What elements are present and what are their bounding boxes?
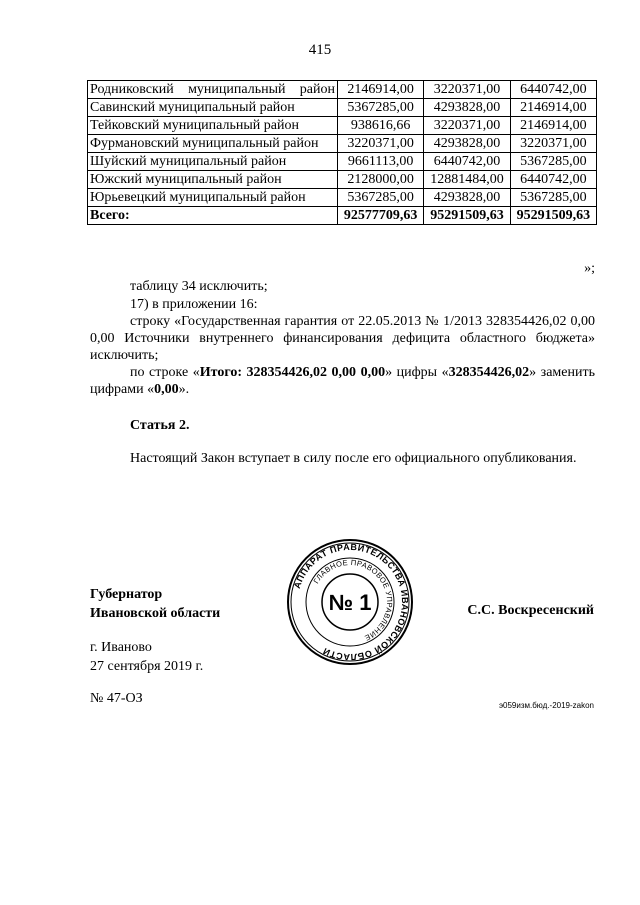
table-row xyxy=(88,135,597,153)
table-row xyxy=(88,117,597,135)
stamp-inner-text-path: ГЛАВНОЕ ПРАВОВОЕ УПРАВЛЕНИЕ xyxy=(311,557,395,643)
value-cell: 5367285,00 xyxy=(338,189,424,207)
total-value: 95291509,63 xyxy=(424,207,510,225)
district-name-text: Фурмановский муниципальный район xyxy=(90,136,319,151)
district-name xyxy=(88,135,338,153)
official-stamp xyxy=(286,538,414,666)
total-value: 92577709,63 xyxy=(338,207,424,225)
place-and-date xyxy=(90,638,203,676)
value-cell: 5367285,00 xyxy=(510,153,596,171)
stamp-center-number: № 1 xyxy=(328,590,372,615)
closing-quote: »; xyxy=(584,261,595,276)
date: 27 сентября 2019 г. xyxy=(90,659,204,674)
value-cell: 5367285,00 xyxy=(510,189,596,207)
text-fragment: ». xyxy=(178,382,190,397)
district-name: Шуйский муниципальный район xyxy=(88,153,338,171)
value-cell: 2128000,00 xyxy=(338,171,424,189)
value-cell: 6440742,00 xyxy=(424,153,510,171)
district-name-text: Родниковский муниципальный район xyxy=(90,82,335,97)
paragraph-guarantee-row: строку «Государственная гарантия от 22.05.2013 № 1/2013 328354426,02 0,00 0,00 Источники внутреннего финансирования дефицита областного бюджета» исключить; xyxy=(90,314,595,363)
text-fragment-bold: 0,00 xyxy=(154,382,179,397)
text-fragment: по строке « xyxy=(130,365,200,380)
value-cell: 12881484,00 xyxy=(424,171,510,189)
value-cell: 3220371,00 xyxy=(424,117,510,135)
total-value: 95291509,63 xyxy=(510,207,596,225)
total-label: Всего: xyxy=(88,207,338,225)
text-fragment-bold: 328354426,02 xyxy=(448,365,530,380)
value-cell: 2146914,00 xyxy=(338,81,424,99)
value-cell: 938616,66 xyxy=(338,117,424,135)
value-cell: 6440742,00 xyxy=(510,171,596,189)
district-name: Южский муниципальный район xyxy=(88,171,338,189)
value-cell: 5367285,00 xyxy=(338,99,424,117)
district-name: Савинский муниципальный район xyxy=(88,99,338,117)
file-name-footer: э059изм.бюд.-2019-zakon xyxy=(498,701,594,710)
paragraph-exclude-table: таблицу 34 исключить; xyxy=(130,279,268,294)
text-fragment: » заменить цифрами « xyxy=(90,365,595,397)
paragraph-entry-into-force: Настоящий Закон вступает в силу после его официального опубликования. xyxy=(130,451,577,466)
value-cell: 2146914,00 xyxy=(510,99,596,117)
signatory-title-line1: Губернатор xyxy=(90,587,163,602)
text-fragment-bold: Итого: 328354426,02 0,00 0,00 xyxy=(199,365,386,380)
signatory-title-line2: Ивановской области xyxy=(90,606,221,621)
value-cell: 4293828,00 xyxy=(424,135,510,153)
district-name: Тейковский муниципальный район xyxy=(88,117,338,135)
table-row xyxy=(88,171,597,189)
paragraph-appendix: 17) в приложении 16: xyxy=(130,297,258,312)
value-cell: 4293828,00 xyxy=(424,99,510,117)
article-heading: Статья 2. xyxy=(130,418,190,433)
table-row xyxy=(88,153,597,171)
value-cell: 3220371,00 xyxy=(338,135,424,153)
district-name xyxy=(88,81,338,99)
value-cell: 6440742,00 xyxy=(510,81,596,99)
signatory-title xyxy=(90,585,220,623)
value-cell: 3220371,00 xyxy=(510,135,596,153)
text-fragment: » цифры « xyxy=(385,365,449,380)
table-row xyxy=(88,189,597,207)
table-row xyxy=(88,99,597,117)
value-cell: 9661113,00 xyxy=(338,153,424,171)
value-cell: 3220371,00 xyxy=(424,81,510,99)
page-number: 415 xyxy=(308,42,332,58)
table-row xyxy=(88,81,597,99)
budget-table xyxy=(87,80,597,225)
value-cell: 2146914,00 xyxy=(510,117,596,135)
value-cell: 4293828,00 xyxy=(424,189,510,207)
law-number: № 47-ОЗ xyxy=(90,691,143,706)
signatory-name: С.С. Воскресенский xyxy=(467,603,594,618)
total-row xyxy=(88,207,597,225)
district-name: Юрьевецкий муниципальный район xyxy=(88,189,338,207)
paragraph-total-row xyxy=(90,364,595,398)
stamp-outer-text-path: АППАРАТ ПРАВИТЕЛЬСТВА ИВАНОВСКОЙ ОБЛАСТИ xyxy=(291,541,411,663)
place: г. Иваново xyxy=(90,640,152,655)
